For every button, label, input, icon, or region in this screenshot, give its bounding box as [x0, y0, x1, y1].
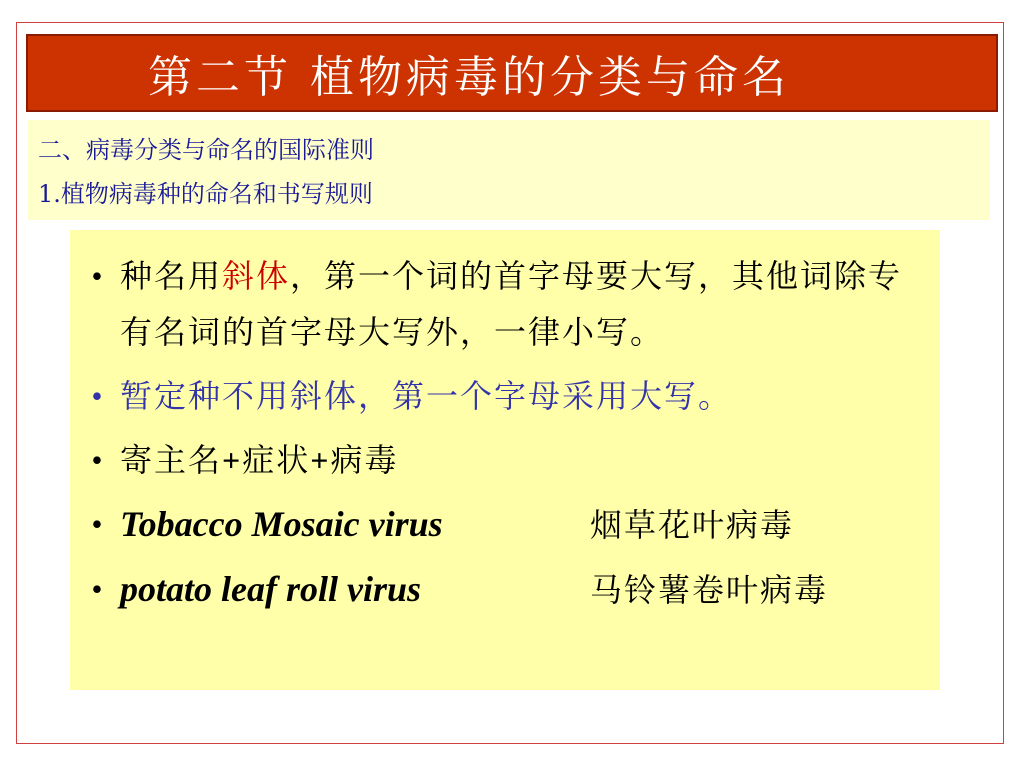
list-item-naming-rule [84, 248, 926, 360]
example-chinese-name: 烟草花叶病毒 [590, 506, 795, 544]
content-box [70, 230, 940, 690]
list-item-tentative-species [84, 368, 926, 424]
bullet-icon: • [91, 571, 105, 607]
tentative-species-text: 暂定种不用斜体，第一个字母采用大写。 [120, 377, 733, 415]
subsection-heading: 1.植物病毒种的命名和书写规则 [38, 180, 373, 208]
pattern-plus-1: + [222, 442, 243, 478]
example-latin-name: potato leaf roll virus [120, 569, 422, 609]
section-heading: 二、病毒分类与命名的国际准则 [38, 136, 374, 164]
pattern-symptom: 症状 [242, 441, 311, 479]
bullet-icon: • [91, 378, 105, 414]
list-item-example-plrv [84, 561, 926, 618]
pattern-virus: 病毒 [330, 441, 399, 479]
title-bar [26, 34, 998, 112]
rule-text-rest: ，第一个词的首字母要大写，其他词除专有名词的首字母大写外，一律小写。 [120, 257, 903, 351]
subheader-box [28, 120, 990, 220]
bullet-icon: • [91, 258, 105, 294]
list-item-example-tmv [84, 496, 926, 553]
page-title: 第二节 植物病毒的分类与命名 [148, 52, 790, 103]
pattern-host: 寄主名 [120, 441, 223, 479]
bullet-icon: • [91, 442, 105, 478]
rule-text-start: 种名用 [120, 257, 223, 295]
bullet-icon: • [91, 506, 105, 542]
pattern-plus-2: + [310, 442, 331, 478]
example-latin-name: Tobacco Mosaic virus [120, 504, 443, 544]
example-chinese-name: 马铃薯卷叶病毒 [590, 571, 829, 609]
rule-italic-word: 斜体 [222, 257, 291, 295]
list-item-naming-pattern [84, 432, 926, 488]
